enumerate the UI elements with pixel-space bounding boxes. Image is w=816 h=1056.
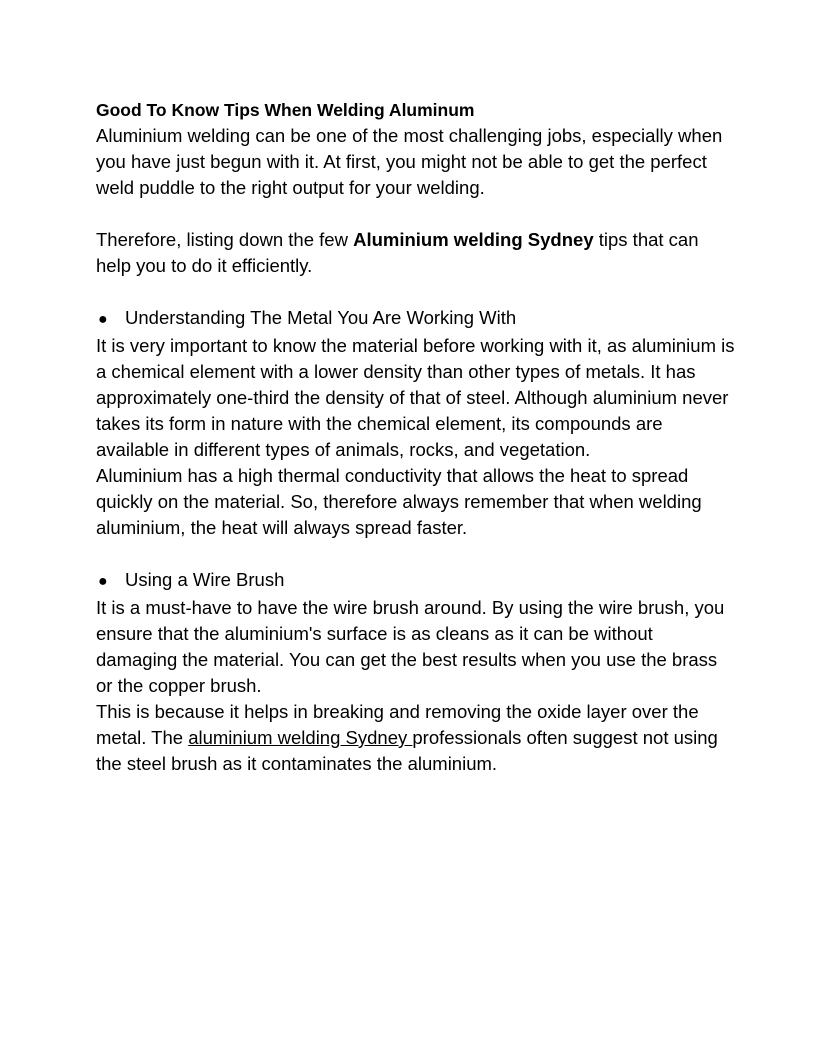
section2-text-after: professionals often suggest not using the steel brush as it contaminates the aluminium.	[96, 727, 718, 774]
tips-intro-paragraph	[96, 227, 736, 279]
bullet-dot-icon: ●	[98, 573, 108, 590]
intro-paragraph: Aluminium welding can be one of the most challenging jobs, especially when you have just begun with it. At first, you might not be able to get the perfect weld puddle to the right output for your welding.	[96, 125, 723, 198]
bullet-item-wire-brush	[96, 567, 736, 595]
section1-paragraph-2: Aluminium has a high thermal conductivity that allows the heat to spread quickly on the material. So, therefore always remember that when welding aluminium, the heat will always spread faster.	[96, 465, 702, 538]
tips-intro-bold: Aluminium welding Sydney	[353, 229, 594, 250]
tips-intro-text-before: Therefore, listing down the few	[96, 229, 354, 250]
bullet-item-understanding-metal	[96, 305, 736, 333]
bullet-dot-icon: ●	[98, 311, 108, 328]
section2-paragraph-2	[96, 699, 736, 777]
document-title: Good To Know Tips When Welding Aluminum	[96, 100, 475, 120]
spacer	[96, 201, 736, 227]
tips-intro-text-after: tips that can help you to do it efficiently.	[96, 229, 699, 276]
aluminium-welding-sydney-link[interactable]: aluminium welding Sydney	[188, 727, 413, 748]
section-heading-wire-brush: Using a Wire Brush	[125, 569, 285, 590]
section2-paragraph-1: It is a must-have to have the wire brush around. By using the wire brush, you ensure that the aluminium's surface is as cleans as it can be without damaging the material. You can get the best results when you use the brass or the copper brush.	[96, 597, 725, 696]
document-body	[96, 97, 736, 777]
section2-text-before: This is because it helps in breaking and removing the oxide layer over the metal. The	[96, 701, 699, 748]
section1-paragraph-1: It is very important to know the material before working with it, as aluminium is a chemical element with a lower density than other types of metals. It has approximately one-third the density of that of steel. Although aluminium never takes its form in nature with the chemical element, its compounds are available in different types of animals, rocks, and vegetation.	[96, 335, 735, 460]
spacer	[96, 541, 736, 567]
section-heading-understanding-metal: Understanding The Metal You Are Working With	[125, 307, 517, 328]
spacer	[96, 279, 736, 305]
